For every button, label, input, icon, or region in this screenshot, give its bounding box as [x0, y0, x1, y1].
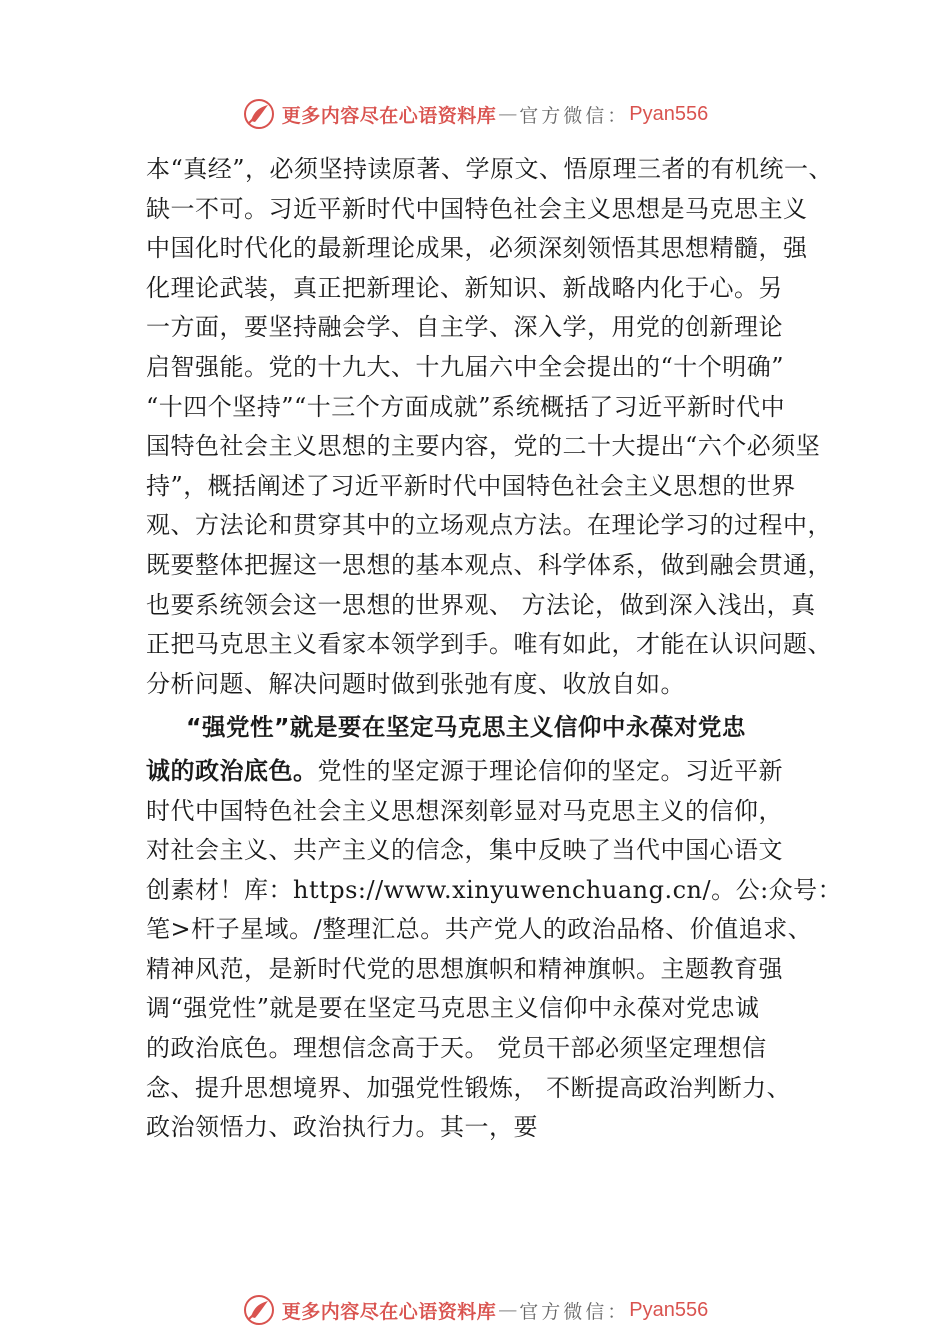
- text-line: 国特色社会主义思想的主要内容，党的二十大提出“六个必须坚: [146, 432, 821, 461]
- text-line: 持”，概括阐述了习近平新时代中国特色社会主义思想的世界: [146, 471, 796, 500]
- text-line-rest: 党性的坚定源于理论信仰的坚定。习近平新: [317, 756, 783, 785]
- logo-icon: [242, 97, 276, 131]
- banner-wechat-id: Pyan556: [629, 102, 709, 125]
- text-line: 分析问题、解决问题时做到张弛有度、收放自如。: [146, 669, 685, 698]
- text-line: 观、方法论和贯穿其中的立场观点方法。在理论学习的过程中，: [146, 511, 832, 540]
- text-line: 对社会主义、共产主义的信念，集中反映了当代中国心语文: [146, 836, 783, 865]
- banner-dash: —: [498, 1299, 518, 1321]
- text-line: “十四个坚持”“十三个方面成就”系统概括了习近平新时代中: [146, 392, 786, 421]
- document-body: [146, 150, 843, 1148]
- banner-site-text: 更多内容尽在心语资料库: [281, 104, 497, 127]
- logo-icon: [242, 1293, 276, 1327]
- section-heading-continuation: 诚的政治底色。: [146, 756, 318, 785]
- text-line: 创素材！库：https://www.xinyuwenchuang.cn/。公:众号：: [146, 875, 843, 904]
- banner-dash: —: [498, 103, 518, 125]
- text-line: 的政治底色。理想信念高于天。 党员干部必须坚定理想信: [146, 1034, 767, 1063]
- text-line: 化理论武装，真正把新理论、新知识、新战略内化于心。另: [146, 273, 783, 302]
- banner-official-label: 官方微信：: [519, 1300, 630, 1323]
- header-banner: [0, 94, 950, 134]
- text-line: 本“真经”，必须坚持读原著、学原文、悟原理三者的有机统一、: [146, 155, 834, 183]
- text-line: 调“强党性”就是要在坚定马克思主义信仰中永葆对党忠诚: [146, 994, 760, 1023]
- text-line-lead: [146, 752, 836, 792]
- text-line: 笔>杆子星域。/整理汇总。共产党人的政治品格、价值追求、: [146, 915, 813, 944]
- text-line: 也要系统领会这一思想的世界观、 方法论，做到深入浅出，真: [146, 590, 816, 619]
- text-line: 精神风范，是新时代党的思想旗帜和精神旗帜。主题教育强: [146, 954, 783, 983]
- banner-official-label: 官方微信：: [519, 104, 630, 127]
- text-line: 缺一不可。习近平新时代中国特色社会主义思想是马克思主义: [146, 194, 808, 223]
- text-line: 一方面，要坚持融会学、自主学、深入学，用党的创新理论: [146, 313, 783, 342]
- text-line: 念、提升思想境界、加强党性锻炼， 不断提高政治判断力、: [146, 1073, 792, 1102]
- text-line: 时代中国特色社会主义思想深刻彰显对马克思主义的信仰，: [146, 796, 783, 825]
- banner-site-text: 更多内容尽在心语资料库: [281, 1300, 497, 1323]
- text-line: 正把马克思主义看家本领学到手。唯有如此，才能在认识问题、: [146, 630, 832, 659]
- text-line: 既要整体把握这一思想的基本观点、科学体系，做到融会贯通，: [146, 550, 832, 579]
- text-line: 启智强能。党的十九大、十九届六中全会提出的“十个明确”: [146, 352, 785, 381]
- section-heading: “强党性”就是要在坚定马克思主义信仰中永葆对党忠: [186, 713, 746, 742]
- footer-banner: [0, 1290, 950, 1330]
- banner-wechat-id: Pyan556: [629, 1298, 709, 1321]
- text-line: 中国化时代化的最新理论成果，必须深刻领悟其思想精髓，强: [146, 234, 808, 263]
- text-line: 政治领悟力、政治执行力。其一，要: [146, 1113, 538, 1142]
